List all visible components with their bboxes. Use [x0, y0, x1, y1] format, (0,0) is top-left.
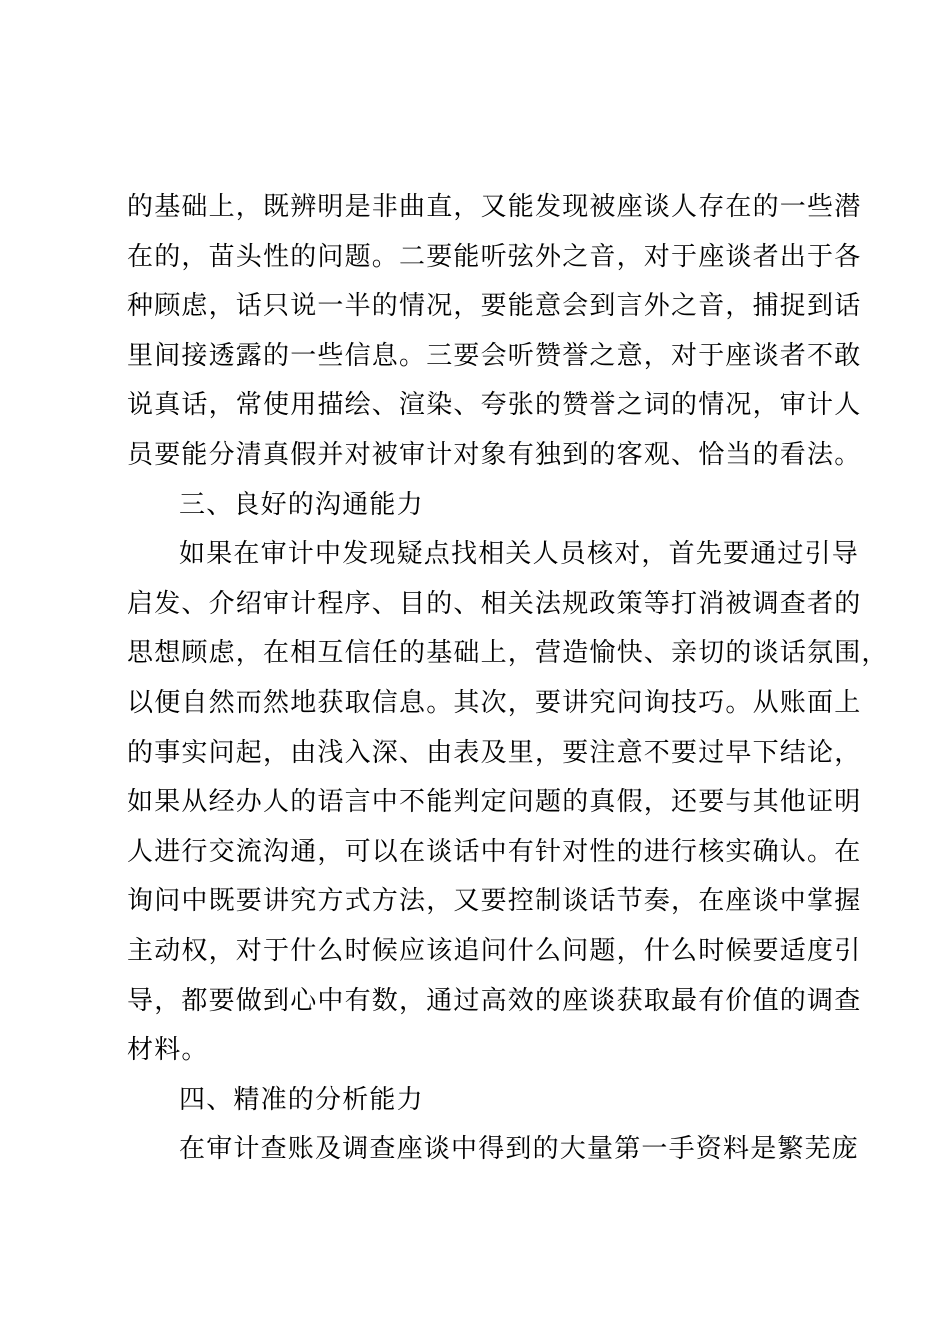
text-line: 里间接透露的一些信息。三要会听赞誉之意，对于座谈者不敢	[127, 340, 862, 371]
text-line: 主动权，对于什么时候应该追问什么问题，什么时候要适度引	[127, 935, 862, 966]
text-line: 的事实问起，由浅入深、由表及里，要注意不要过早下结论，	[127, 737, 862, 768]
text-line: 三、良好的沟通能力	[179, 489, 424, 520]
text-line: 说真话，常使用描绘、渲染、夸张的赞誉之词的情况，审计人	[127, 390, 862, 421]
text-line: 的基础上，既辨明是非曲直，又能发现被座谈人存在的一些潜	[127, 192, 862, 222]
text-line: 如果从经办人的语言中不能判定问题的真假，还要与其他证明	[127, 787, 862, 818]
document-body	[127, 183, 889, 1175]
text-line: 以便自然而然地获取信息。其次，要讲究问询技巧。从账面上	[127, 687, 862, 718]
text-line: 种顾虑，话只说一半的情况，要能意会到言外之音，捕捉到话	[127, 291, 862, 322]
text-line: 导，都要做到心中有数，通过高效的座谈获取最有价值的调查	[127, 985, 862, 1016]
text-line: 材料。	[127, 1035, 209, 1066]
text-line: 启发、介绍审计程序、目的、相关法规政策等打消被调查者的	[127, 588, 862, 619]
text-line: 在审计查账及调查座谈中得到的大量第一手资料是繁芜庞	[179, 1134, 860, 1165]
text-line: 思想顾虑，在相互信任的基础上，营造愉快、亲切的谈话氛围，	[127, 638, 889, 669]
text-line: 在的，苗头性的问题。二要能听弦外之音，对于座谈者出于各	[127, 241, 862, 272]
text-line: 员要能分清真假并对被审计对象有独到的客观、恰当的看法。	[127, 439, 862, 470]
text-line: 如果在审计中发现疑点找相关人员核对，首先要通过引导	[179, 539, 860, 570]
text-line: 人进行交流沟通，可以在谈话中有针对性的进行核实确认。在	[127, 836, 862, 867]
text-line: 询问中既要讲究方式方法，又要控制谈话节奏，在座谈中掌握	[127, 886, 862, 917]
text-line: 四、精准的分析能力	[179, 1084, 424, 1115]
